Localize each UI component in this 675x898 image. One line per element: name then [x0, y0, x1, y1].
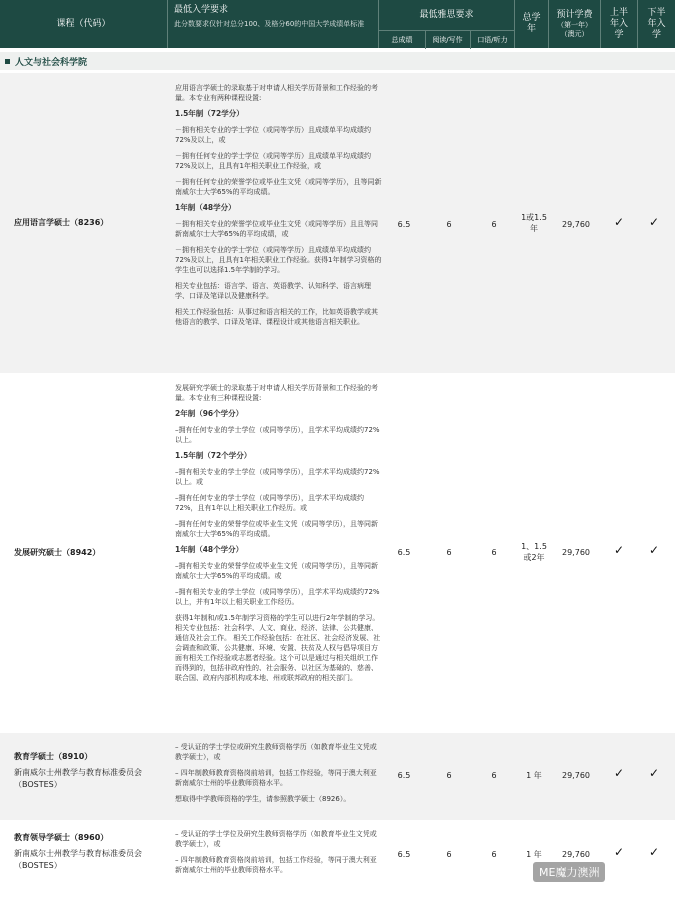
course-title: 应用语言学硕士（8236）: [14, 218, 109, 227]
ielts-listening-speaking: 6: [491, 548, 497, 557]
ielts-overall: 6.5: [397, 850, 411, 859]
req-line: 相关工作经验包括：从事过和语言相关的工作，比如英语教学或其他语言的教学、口译及笔译、课程设计或其他语言相关职业。: [175, 308, 378, 326]
ielts-overall: 6.5: [397, 220, 411, 229]
header-ielts-rw: 阅读/写作: [425, 31, 471, 49]
watermark: ME魔力澳洲: [533, 862, 605, 882]
req-line: 1年制（48个学分）: [175, 545, 244, 554]
ielts-listening-speaking: 6: [491, 220, 497, 229]
course-accreditation: 新南威尔士州教学与教育标准委员会（BOSTES）: [14, 768, 142, 789]
course-accreditation: 新南威尔士州教学与教育标准委员会（BOSTES）: [14, 849, 142, 870]
section-title: 人文与社会科学院: [15, 57, 88, 68]
header-course: 课程（代码）: [0, 0, 168, 48]
req-line: －拥有任何专业的荣誉学位或毕业生文凭（或同等学历），且等同新南威尔士大学65%的平均成绩。: [175, 178, 382, 196]
header-ielts: [379, 0, 515, 48]
course-name: [14, 751, 164, 791]
req-line: –拥有相关专业的荣誉学位或毕业生文凭（或同等学历），且等同新南威尔士大学65%的平均成绩。或: [175, 562, 378, 580]
requirements: [175, 742, 383, 810]
ielts-reading-writing: 6: [446, 220, 452, 229]
req-line: –拥有相关专业的学士学位（或同等学历），且学术平均成绩约72%以上，并有1年以上相关职业工作经历。: [175, 588, 380, 606]
header-ielts-ls: 口语/听力: [477, 35, 508, 44]
course-name: [14, 217, 164, 229]
header-min-requirements: [168, 0, 379, 48]
ielts-reading-writing: 6: [446, 850, 452, 859]
header-first-half: 上半年入学: [601, 0, 638, 48]
ielts-overall: 6.5: [397, 771, 411, 780]
req-line: 发展研究学硕士的录取基于对申请人相关学历背景和工作经验的考量。本专业有三种课程设置:: [175, 384, 378, 402]
req-line: －拥有任何专业的学士学位（或同等学历）且成绩单平均成绩约72%及以上，且具有1年相关职业工作经验，或: [175, 152, 371, 170]
req-line: 想取得中学教师资格的学生，请参照教学硕士（8926）。: [175, 795, 351, 803]
header-duration: 总学年: [515, 0, 549, 48]
header-fee-line1: 预计学费: [556, 9, 593, 20]
second-half-check-icon: ✓: [648, 543, 660, 557]
second-half-check-icon: ✓: [648, 766, 660, 780]
tuition-fee: 29,760: [562, 771, 590, 780]
first-half-check-icon: ✓: [613, 215, 625, 229]
section-square-icon: [5, 59, 10, 64]
header-ielts-title: 最低雅思要求: [379, 0, 514, 31]
req-line: 获得1年制和/或1.5年制学习资格的学生可以进行2年学制的学习。 相关专业包括：社会科学、人文、商业、经济、法律、公共健康、通信及社会工作。 相关工作经验包括：在社区、社会经济发展、社会调查和政策、公共健康、环境、安置、扶贫及人权与倡导项目方面有相关工作经验或志愿者经验。这个可以是通过与相关组织工作而得到的，包括非政府性的、社会服务、以社区为基础的、慈善、联合国、政府内部机构或本地、州或联邦政府的相关部门。: [175, 614, 381, 682]
ielts-listening-speaking: 6: [491, 771, 497, 780]
header-fee: [549, 0, 601, 48]
header-second-half: 下半年入学: [647, 7, 666, 40]
requirements: [175, 383, 383, 689]
second-half-check-icon: ✓: [648, 845, 660, 859]
table-row: [0, 73, 675, 373]
table-header: [0, 0, 675, 48]
req-line: －拥有相关专业的学士学位（或同等学历）且成绩单平均成绩约72%及以上，且具有1年相关职业工作经验。获得1年制学习资格的学生也可以选择1.5年学制的学习。: [175, 246, 382, 274]
requirements: [175, 83, 383, 333]
second-half-check-icon: ✓: [648, 215, 660, 229]
req-line: 2年制（96个学分）: [175, 409, 244, 418]
tuition-fee: 29,760: [562, 548, 590, 557]
req-line: 1.5年制（72个学分）: [175, 451, 252, 460]
header-min-req-note: 此分数要求仅针对总分100、及格分60的中国大学成绩单标准: [174, 20, 365, 28]
first-half-check-icon: ✓: [613, 766, 625, 780]
req-line: – 四年制教师教育资格岗前培训，包括工作经验，等同于澳大利亚新南威尔士州的毕业教师资格水平。: [175, 769, 377, 787]
course-title: 教育学硕士（8910）: [14, 752, 93, 761]
ielts-listening-speaking: 6: [491, 850, 497, 859]
tuition-fee: 29,760: [562, 850, 590, 859]
duration: 1、1.5或2年: [521, 542, 547, 562]
req-line: －拥有相关专业的学士学位（或同等学历）且成绩单平均成绩约72%及以上，或: [175, 126, 371, 144]
req-line: 1年制（48学分）: [175, 203, 236, 212]
requirements: [175, 829, 383, 881]
duration: 1 年: [526, 771, 542, 780]
req-line: －拥有相关专业的荣誉学位或毕业生文凭（或同等学历）且且等同新南威尔士大学65%的平均成绩，或: [175, 220, 378, 238]
duration: 1或1.5年: [521, 213, 547, 233]
header-ielts-overall: 总成绩: [379, 31, 426, 49]
course-title: 教育领导学硕士（8960）: [14, 833, 109, 842]
req-line: – 受认证的学士学位或研究生教师资格学历（如教育毕业生文凭或教学硕士），或: [175, 743, 377, 761]
header-fee-line2: （第一年）: [557, 20, 592, 29]
course-name: [14, 547, 164, 559]
table-row: [0, 375, 675, 730]
ielts-reading-writing: 6: [446, 771, 452, 780]
table-row: [0, 822, 675, 898]
section-bar: [0, 52, 675, 70]
table-row: [0, 733, 675, 820]
req-line: –拥有相关专业的学士学位（或同等学历），且学术平均成绩约72% 以上。或: [175, 468, 380, 486]
req-line: –拥有任何专业的学士学位（或同等学历），且学术平均成绩约72% 以上。: [175, 426, 380, 444]
req-line: 相关专业包括：语言学、语言、英语教学、认知科学、语言病理学、口译及笔译以及健康科学。: [175, 282, 371, 300]
req-line: – 四年制教师教育资格岗前培训，包括工作经验，等同于澳大利亚新南威尔士州的毕业教师资格水平。: [175, 856, 377, 874]
course-title: 发展研究硕士（8942）: [14, 548, 101, 557]
req-line: – 受认证的学士学位及研究生教师资格学历（如教育毕业生文凭或教学硕士），或: [175, 830, 377, 848]
header-fee-line3: （澳元）: [560, 29, 589, 38]
course-name: [14, 832, 164, 872]
req-line: –拥有任何专业的学士学位（或同等学历），且学术平均成绩约72%，且有1年以上相关职业工作经历。或: [175, 494, 364, 512]
tuition-fee: 29,760: [562, 220, 590, 229]
header-min-req-title: 最低入学要求: [174, 5, 229, 15]
req-line: –拥有任何专业的荣誉学位或毕业生文凭（或同等学历），且等同新南威尔士大学65%的平均成绩。: [175, 520, 378, 538]
first-half-check-icon: ✓: [613, 543, 625, 557]
ielts-reading-writing: 6: [446, 548, 452, 557]
duration: 1 年: [526, 850, 542, 859]
ielts-overall: 6.5: [397, 548, 411, 557]
first-half-check-icon: ✓: [613, 845, 625, 859]
req-line: 1.5年制（72学分）: [175, 109, 244, 118]
req-line: 应用语言学硕士的录取基于对申请人相关学历背景和工作经验的考量。本专业有两种课程设置:: [175, 84, 378, 102]
